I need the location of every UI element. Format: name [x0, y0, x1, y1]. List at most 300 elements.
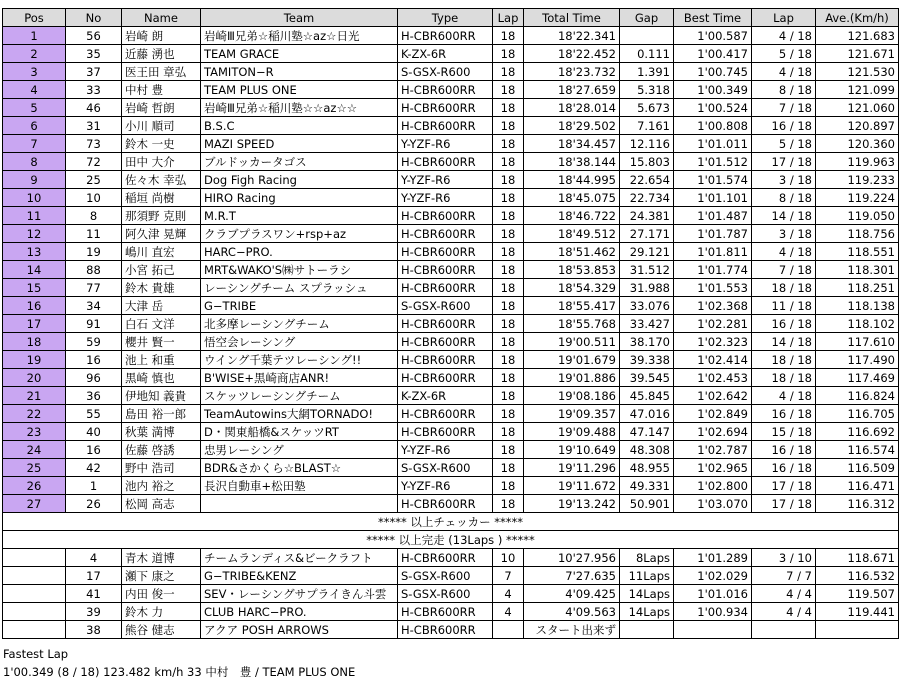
best-time-cell: 1'01.101: [674, 189, 752, 207]
laps-cell: 18: [493, 459, 524, 477]
total-time-cell: 18'28.014: [524, 99, 620, 117]
best-time-cell: 1'02.414: [674, 351, 752, 369]
name-cell: 田中 大介: [122, 153, 201, 171]
team-cell: B'WISE+黒崎商店ANR!: [201, 369, 398, 387]
gap-cell: 5.673: [620, 99, 674, 117]
team-cell: 岩崎Ⅲ兄弟☆稲川塾☆☆az☆☆: [201, 99, 398, 117]
average-speed-cell: 118.551: [816, 243, 899, 261]
type-cell: H-CBR600RR: [398, 117, 493, 135]
type-cell: Y-YZF-R6: [398, 189, 493, 207]
best-time-cell: 1'01.512: [674, 153, 752, 171]
best-time-cell: 1'01.811: [674, 243, 752, 261]
best-lap-cell: 18 / 18: [752, 279, 816, 297]
team-cell: Dog Figh Racing: [201, 171, 398, 189]
name-cell: 黒崎 慎也: [122, 369, 201, 387]
col-no: No: [66, 9, 122, 27]
total-time-cell: 18'55.768: [524, 315, 620, 333]
table-row: [3, 603, 899, 621]
total-time-cell: スタート出来ず: [524, 621, 620, 639]
gap-cell: 27.171: [620, 225, 674, 243]
best-lap-cell: 4 / 4: [752, 603, 816, 621]
type-cell: K-ZX-6R: [398, 45, 493, 63]
pos-cell: 27: [3, 495, 66, 513]
best-time-cell: 1'01.774: [674, 261, 752, 279]
total-time-cell: 19'08.186: [524, 387, 620, 405]
best-lap-cell: 16 / 18: [752, 117, 816, 135]
best-lap-cell: 4 / 18: [752, 243, 816, 261]
team-cell: 悟空会レーシング: [201, 333, 398, 351]
name-cell: 瀬下 康之: [122, 567, 201, 585]
team-cell: TEAM GRACE: [201, 45, 398, 63]
number-cell: 41: [66, 585, 122, 603]
laps-cell: 18: [493, 477, 524, 495]
average-speed-cell: 121.530: [816, 63, 899, 81]
number-cell: 73: [66, 135, 122, 153]
name-cell: 岩崎 哲朗: [122, 99, 201, 117]
best-lap-cell: 17 / 18: [752, 495, 816, 513]
number-cell: 34: [66, 297, 122, 315]
best-lap-cell: 16 / 18: [752, 441, 816, 459]
number-cell: 40: [66, 423, 122, 441]
table-row: [3, 441, 899, 459]
best-time-cell: 1'00.349: [674, 81, 752, 99]
type-cell: H-CBR600RR: [398, 27, 493, 45]
best-time-cell: 1'00.524: [674, 99, 752, 117]
total-time-cell: 19'01.679: [524, 351, 620, 369]
pos-cell: 26: [3, 477, 66, 495]
col-team: Team: [201, 9, 398, 27]
team-cell: レーシングチーム スプラッシュ: [201, 279, 398, 297]
table-row: [3, 369, 899, 387]
table-row: [3, 171, 899, 189]
total-time-cell: 18'34.457: [524, 135, 620, 153]
table-row: [3, 477, 899, 495]
laps-cell: 18: [493, 45, 524, 63]
name-cell: 秋葉 満博: [122, 423, 201, 441]
pos-cell: 2: [3, 45, 66, 63]
best-time-cell: 1'02.800: [674, 477, 752, 495]
best-lap-cell: 4 / 4: [752, 585, 816, 603]
average-speed-cell: 118.138: [816, 297, 899, 315]
best-lap-cell: 5 / 18: [752, 135, 816, 153]
team-cell: チームランディス&ビークラフト: [201, 549, 398, 567]
gap-cell: 38.170: [620, 333, 674, 351]
gap-cell: 14Laps: [620, 585, 674, 603]
best-lap-cell: 8 / 18: [752, 81, 816, 99]
gap-cell: 1.391: [620, 63, 674, 81]
number-cell: 46: [66, 99, 122, 117]
total-time-cell: 18'53.853: [524, 261, 620, 279]
total-time-cell: 18'51.462: [524, 243, 620, 261]
laps-cell: 18: [493, 27, 524, 45]
name-cell: 櫻井 賢一: [122, 333, 201, 351]
laps-cell: 18: [493, 351, 524, 369]
best-time-cell: 1'00.808: [674, 117, 752, 135]
number-cell: 19: [66, 243, 122, 261]
table-row: [3, 63, 899, 81]
best-time-cell: 1'02.694: [674, 423, 752, 441]
gap-cell: 48.308: [620, 441, 674, 459]
name-cell: 白石 文洋: [122, 315, 201, 333]
best-time-cell: 1'02.029: [674, 567, 752, 585]
best-time-cell: 1'02.281: [674, 315, 752, 333]
table-row: [3, 315, 899, 333]
pos-cell: [3, 621, 66, 639]
best-time-cell: 1'01.553: [674, 279, 752, 297]
name-cell: 池内 裕之: [122, 477, 201, 495]
type-cell: S-GSX-R600: [398, 63, 493, 81]
name-cell: 松岡 高志: [122, 495, 201, 513]
team-cell: HARC−PRO.: [201, 243, 398, 261]
type-cell: H-CBR600RR: [398, 405, 493, 423]
total-time-cell: 18'55.417: [524, 297, 620, 315]
pos-cell: 11: [3, 207, 66, 225]
laps-cell: 18: [493, 369, 524, 387]
name-cell: 池上 和重: [122, 351, 201, 369]
type-cell: Y-YZF-R6: [398, 171, 493, 189]
pos-cell: 23: [3, 423, 66, 441]
type-cell: Y-YZF-R6: [398, 477, 493, 495]
type-cell: Y-YZF-R6: [398, 441, 493, 459]
gap-cell: 47.147: [620, 423, 674, 441]
fastest-lap-label: Fastest Lap: [3, 647, 69, 661]
total-time-cell: 18'54.329: [524, 279, 620, 297]
name-cell: 那須野 克則: [122, 207, 201, 225]
team-cell: MRT&WAKO'S㈱サトーラシ: [201, 261, 398, 279]
total-time-cell: 18'45.075: [524, 189, 620, 207]
name-cell: 大津 岳: [122, 297, 201, 315]
total-time-cell: 19'13.242: [524, 495, 620, 513]
team-cell: TeamAutowins大網TORNADO!: [201, 405, 398, 423]
col-average-speed: Ave.(Km/h): [816, 9, 899, 27]
table-row: [3, 135, 899, 153]
number-cell: 17: [66, 567, 122, 585]
team-cell: 忠男レーシング: [201, 441, 398, 459]
gap-cell: 24.381: [620, 207, 674, 225]
table-row: [3, 189, 899, 207]
total-time-cell: 18'44.995: [524, 171, 620, 189]
best-lap-cell: 5 / 18: [752, 45, 816, 63]
laps-cell: 18: [493, 243, 524, 261]
fastest-lap-text: 1'00.349 (8 / 18) 123.482 km/h 33 中村 豊 / TEAM PLUS ONE: [3, 665, 356, 679]
gap-cell: 45.845: [620, 387, 674, 405]
total-time-cell: 4'09.563: [524, 603, 620, 621]
team-cell: クラブプラスワン+rsp+az: [201, 225, 398, 243]
table-row: [3, 351, 899, 369]
pos-cell: 3: [3, 63, 66, 81]
laps-cell: 18: [493, 333, 524, 351]
team-cell: ウイング千葉テツレーシング!!: [201, 351, 398, 369]
average-speed-cell: [816, 621, 899, 639]
pos-cell: 22: [3, 405, 66, 423]
pos-cell: 7: [3, 135, 66, 153]
table-row: [3, 45, 899, 63]
laps-cell: 18: [493, 153, 524, 171]
best-time-cell: 1'00.587: [674, 27, 752, 45]
gap-cell: 7.161: [620, 117, 674, 135]
average-speed-cell: 121.671: [816, 45, 899, 63]
col-total-time: Total Time: [524, 9, 620, 27]
number-cell: 56: [66, 27, 122, 45]
team-cell: CLUB HARC−PRO.: [201, 603, 398, 621]
name-cell: 医王田 章弘: [122, 63, 201, 81]
col-pos: Pos: [3, 9, 66, 27]
best-lap-cell: [752, 621, 816, 639]
team-cell: SEV・レーシングサプライきん斗雲: [201, 585, 398, 603]
laps-cell: 4: [493, 603, 524, 621]
best-time-cell: [674, 621, 752, 639]
laps-cell: 4: [493, 585, 524, 603]
total-time-cell: 18'46.722: [524, 207, 620, 225]
name-cell: 佐藤 啓誘: [122, 441, 201, 459]
gap-cell: 12.116: [620, 135, 674, 153]
average-speed-cell: 118.251: [816, 279, 899, 297]
gap-cell: 47.016: [620, 405, 674, 423]
name-cell: 阿久津 晃輝: [122, 225, 201, 243]
col-type: Type: [398, 9, 493, 27]
best-lap-cell: 17 / 18: [752, 477, 816, 495]
table-row: [3, 459, 899, 477]
average-speed-cell: 121.060: [816, 99, 899, 117]
laps-cell: 7: [493, 567, 524, 585]
col-best-lap: Lap: [752, 9, 816, 27]
gap-cell: 33.076: [620, 297, 674, 315]
team-cell: B.S.C: [201, 117, 398, 135]
average-speed-cell: 119.050: [816, 207, 899, 225]
pos-cell: 14: [3, 261, 66, 279]
gap-cell: 11Laps: [620, 567, 674, 585]
col-best-time: Best Time: [674, 9, 752, 27]
pos-cell: 16: [3, 297, 66, 315]
best-lap-cell: 18 / 18: [752, 351, 816, 369]
number-cell: 8: [66, 207, 122, 225]
type-cell: H-CBR600RR: [398, 549, 493, 567]
average-speed-cell: 119.507: [816, 585, 899, 603]
pos-cell: [3, 603, 66, 621]
name-cell: 近藤 湧也: [122, 45, 201, 63]
name-cell: 伊地知 義貴: [122, 387, 201, 405]
best-lap-cell: 18 / 18: [752, 369, 816, 387]
best-lap-cell: 16 / 18: [752, 459, 816, 477]
table-row: [3, 495, 899, 513]
best-lap-cell: 17 / 18: [752, 153, 816, 171]
type-cell: H-CBR600RR: [398, 423, 493, 441]
best-lap-cell: 16 / 18: [752, 405, 816, 423]
gap-cell: 0.111: [620, 45, 674, 63]
type-cell: H-CBR600RR: [398, 351, 493, 369]
pos-cell: [3, 549, 66, 567]
laps-cell: 18: [493, 387, 524, 405]
number-cell: 10: [66, 189, 122, 207]
best-time-cell: 1'02.642: [674, 387, 752, 405]
average-speed-cell: 118.671: [816, 549, 899, 567]
number-cell: 35: [66, 45, 122, 63]
name-cell: 内田 俊一: [122, 585, 201, 603]
number-cell: 91: [66, 315, 122, 333]
best-lap-cell: 16 / 18: [752, 315, 816, 333]
pos-cell: 12: [3, 225, 66, 243]
name-cell: 鈴木 貴雄: [122, 279, 201, 297]
number-cell: 33: [66, 81, 122, 99]
gap-cell: 31.988: [620, 279, 674, 297]
gap-cell: [620, 27, 674, 45]
table-row: [3, 99, 899, 117]
average-speed-cell: 116.509: [816, 459, 899, 477]
number-cell: 37: [66, 63, 122, 81]
laps-cell: 18: [493, 297, 524, 315]
best-time-cell: 1'01.487: [674, 207, 752, 225]
table-row: [3, 261, 899, 279]
number-cell: 36: [66, 387, 122, 405]
best-lap-cell: 7 / 7: [752, 567, 816, 585]
team-cell: 岩崎Ⅲ兄弟☆稲川塾☆az☆日光: [201, 27, 398, 45]
type-cell: H-CBR600RR: [398, 99, 493, 117]
laps-cell: 18: [493, 99, 524, 117]
best-time-cell: 1'00.745: [674, 63, 752, 81]
best-lap-cell: 3 / 18: [752, 225, 816, 243]
header-row: [3, 9, 899, 27]
laps-cell: 18: [493, 81, 524, 99]
laps-cell: 18: [493, 207, 524, 225]
total-time-cell: 18'23.732: [524, 63, 620, 81]
pos-cell: 13: [3, 243, 66, 261]
total-time-cell: 18'22.341: [524, 27, 620, 45]
gap-cell: 22.734: [620, 189, 674, 207]
best-time-cell: 1'00.417: [674, 45, 752, 63]
average-speed-cell: 117.490: [816, 351, 899, 369]
gap-cell: 31.512: [620, 261, 674, 279]
pos-cell: [3, 567, 66, 585]
pos-cell: 10: [3, 189, 66, 207]
table-row: [3, 423, 899, 441]
best-lap-cell: 11 / 18: [752, 297, 816, 315]
number-cell: 16: [66, 351, 122, 369]
laps-cell: 18: [493, 189, 524, 207]
team-cell: [201, 495, 398, 513]
average-speed-cell: 116.692: [816, 423, 899, 441]
name-cell: 熊谷 健志: [122, 621, 201, 639]
number-cell: 4: [66, 549, 122, 567]
pos-cell: 6: [3, 117, 66, 135]
table-row: [3, 81, 899, 99]
table-row: [3, 279, 899, 297]
total-time-cell: 19'11.672: [524, 477, 620, 495]
number-cell: 1: [66, 477, 122, 495]
total-time-cell: 18'49.512: [524, 225, 620, 243]
best-time-cell: 1'02.849: [674, 405, 752, 423]
table-row: [3, 405, 899, 423]
completed-separator-text: ***** 以上完走 (13Laps ) *****: [3, 531, 899, 549]
average-speed-cell: 119.441: [816, 603, 899, 621]
laps-cell: 18: [493, 279, 524, 297]
team-cell: BDR&さかくら☆BLAST☆: [201, 459, 398, 477]
type-cell: H-CBR600RR: [398, 495, 493, 513]
total-time-cell: 19'10.649: [524, 441, 620, 459]
gap-cell: 49.331: [620, 477, 674, 495]
laps-cell: 18: [493, 405, 524, 423]
pos-cell: 4: [3, 81, 66, 99]
gap-cell: 39.338: [620, 351, 674, 369]
pos-cell: 21: [3, 387, 66, 405]
type-cell: H-CBR600RR: [398, 261, 493, 279]
table-row: [3, 549, 899, 567]
laps-cell: 18: [493, 261, 524, 279]
table-row: [3, 387, 899, 405]
team-cell: ブルドッカータゴス: [201, 153, 398, 171]
pos-cell: 20: [3, 369, 66, 387]
completed-separator: [3, 531, 899, 549]
number-cell: 11: [66, 225, 122, 243]
laps-cell: 18: [493, 441, 524, 459]
type-cell: H-CBR600RR: [398, 621, 493, 639]
table-row: [3, 153, 899, 171]
team-cell: HIRO Racing: [201, 189, 398, 207]
average-speed-cell: 121.099: [816, 81, 899, 99]
best-time-cell: 1'02.323: [674, 333, 752, 351]
average-speed-cell: 120.360: [816, 135, 899, 153]
gap-cell: 5.318: [620, 81, 674, 99]
total-time-cell: 19'00.511: [524, 333, 620, 351]
average-speed-cell: 121.683: [816, 27, 899, 45]
team-cell: アクア POSH ARROWS: [201, 621, 398, 639]
pos-cell: 17: [3, 315, 66, 333]
gap-cell: 29.121: [620, 243, 674, 261]
table-row: [3, 243, 899, 261]
gap-cell: 48.955: [620, 459, 674, 477]
best-time-cell: 1'01.016: [674, 585, 752, 603]
laps-cell: 18: [493, 117, 524, 135]
gap-cell: 33.427: [620, 315, 674, 333]
average-speed-cell: 116.705: [816, 405, 899, 423]
average-speed-cell: 117.610: [816, 333, 899, 351]
number-cell: 26: [66, 495, 122, 513]
team-cell: TAMITON−R: [201, 63, 398, 81]
name-cell: 嶋川 直宏: [122, 243, 201, 261]
total-time-cell: 19'01.886: [524, 369, 620, 387]
table-row: [3, 225, 899, 243]
name-cell: 青木 道博: [122, 549, 201, 567]
name-cell: 小宮 拓己: [122, 261, 201, 279]
total-time-cell: 18'22.452: [524, 45, 620, 63]
type-cell: H-CBR600RR: [398, 225, 493, 243]
type-cell: S-GSX-R600: [398, 459, 493, 477]
total-time-cell: 19'09.488: [524, 423, 620, 441]
total-time-cell: 4'09.425: [524, 585, 620, 603]
laps-cell: 18: [493, 63, 524, 81]
team-cell: M.R.T: [201, 207, 398, 225]
laps-cell: 18: [493, 225, 524, 243]
number-cell: 25: [66, 171, 122, 189]
gap-cell: 22.654: [620, 171, 674, 189]
name-cell: 岩崎 朗: [122, 27, 201, 45]
type-cell: H-CBR600RR: [398, 207, 493, 225]
table-row: [3, 621, 899, 639]
pos-cell: 24: [3, 441, 66, 459]
number-cell: 77: [66, 279, 122, 297]
average-speed-cell: 116.574: [816, 441, 899, 459]
pos-cell: 8: [3, 153, 66, 171]
best-lap-cell: 7 / 18: [752, 261, 816, 279]
best-lap-cell: 4 / 18: [752, 387, 816, 405]
number-cell: 42: [66, 459, 122, 477]
number-cell: 31: [66, 117, 122, 135]
laps-cell: 18: [493, 495, 524, 513]
best-time-cell: 1'02.368: [674, 297, 752, 315]
best-time-cell: 1'01.787: [674, 225, 752, 243]
best-lap-cell: 8 / 18: [752, 189, 816, 207]
table-row: [3, 585, 899, 603]
average-speed-cell: 119.963: [816, 153, 899, 171]
